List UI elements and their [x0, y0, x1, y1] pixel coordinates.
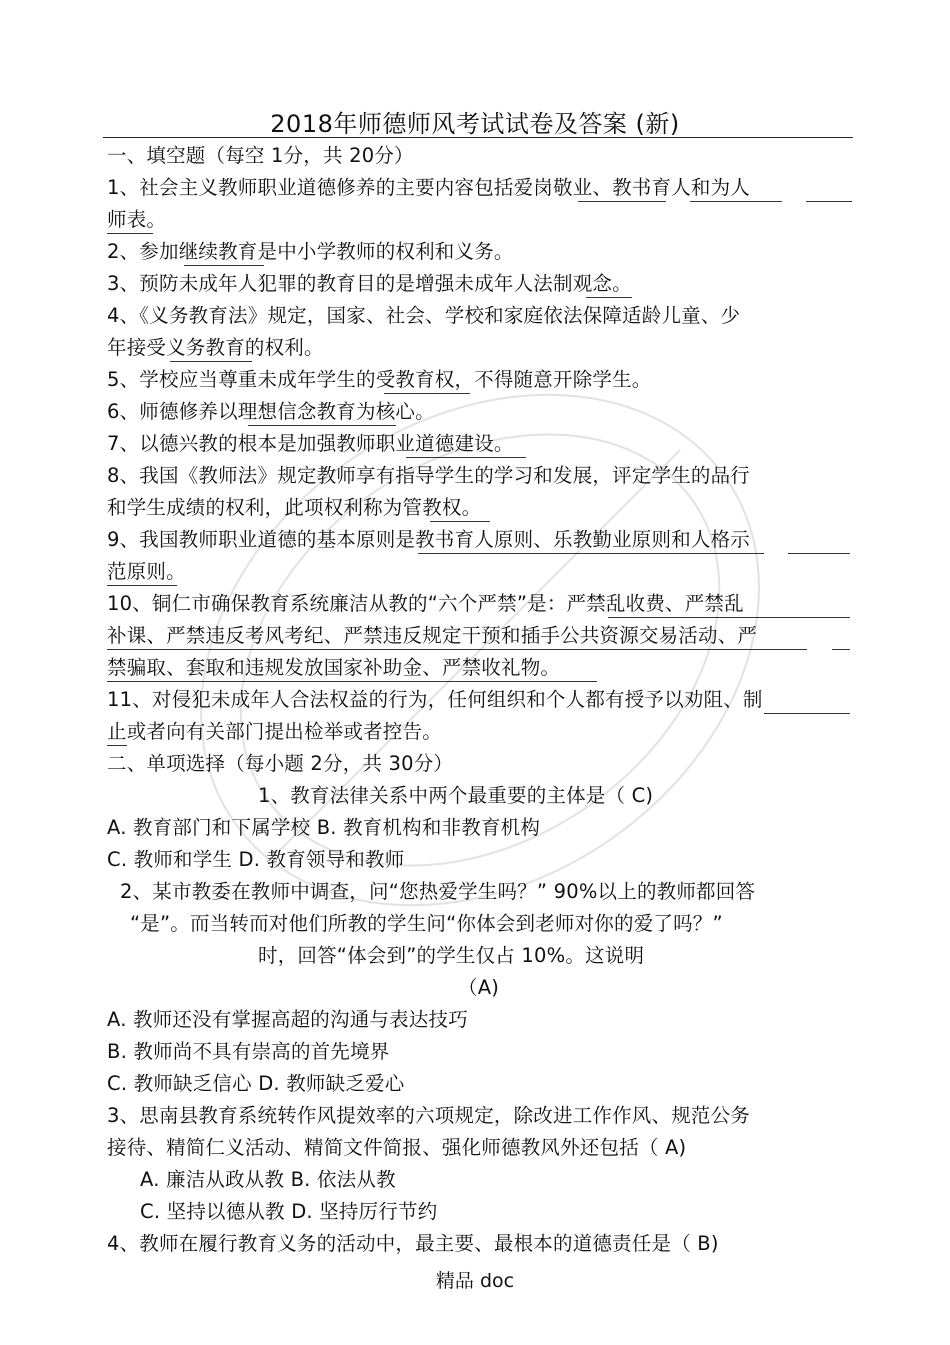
choice-line-2: A. 教育部门和下属学校 B. 教育机构和非教育机构 [107, 816, 541, 839]
choice-line-5: “是”。而当转而对他们所教的学生问“你体会到老师对你的爱了吗？” [130, 912, 723, 935]
answer-underline [107, 745, 127, 746]
page-footer: 精品 doc [435, 1270, 515, 1292]
section2-heading: 二、单项选择（每小题 2分，共 30分） [107, 752, 454, 775]
answer-underline [578, 201, 666, 202]
fill-line-4: 3、预防未成年人犯罪的教育目的是增强未成年人法制观念。 [107, 272, 632, 295]
fill-line-12: 9、我国教师职业道德的基本原则是教书育人原则、乐教勤业原则和人格示 [107, 528, 751, 551]
fill-line-11: 和学生成绩的权利，此项权利称为管教权。 [107, 496, 482, 519]
fill-line-1: 1、社会主义教师职业道德修养的主要内容包括爱岗敬业、教书育人和为人 [107, 176, 751, 199]
fill-line-6: 年接受义务教育的权利。 [107, 336, 324, 359]
fill-line-5: 4、《义务教育法》规定，国家、社会、学校和家庭依法保障适龄儿童、少 [107, 304, 741, 327]
choice-line-11: 3、思南县教育系统转作风提效率的六项规定，除改进工作作风、规范公务 [107, 1104, 751, 1127]
answer-underline [764, 713, 850, 714]
section1-heading: 一、填空题（每空 1分，共 20分） [107, 144, 414, 167]
choice-line-9: B. 教师尚不具有崇高的首先境界 [107, 1040, 390, 1063]
answer-blank [806, 201, 852, 202]
answer-underline [406, 457, 526, 458]
choice-line-4: 2、某市教委在教师中调查，问“您热爱学生吗？” 90%以上的教师都回答 [120, 880, 756, 903]
answer-blank [788, 553, 850, 554]
page-title: 2018年师德师风考试试卷及答案 (新) [270, 110, 680, 138]
answer-underline [418, 553, 598, 554]
choice-line-12: 接待、精简仁义活动、精简文件简报、强化师德教风外还包括（ A) [107, 1136, 687, 1159]
answer-underline [107, 233, 153, 234]
answer-underline [107, 649, 807, 650]
answer-underline [184, 265, 264, 266]
choice-line-10: C. 教师缺乏信心 D. 教师缺乏爱心 [107, 1072, 405, 1095]
answer-underline [598, 553, 764, 554]
title-rule [103, 137, 853, 138]
answer-underline [384, 393, 470, 394]
watermark-stamp [160, 330, 800, 970]
answer-underline [107, 585, 177, 586]
fill-line-7: 5、学校应当尊重未成年学生的受教育权，不得随意开除学生。 [107, 368, 652, 391]
choice-line-13: A. 廉洁从政从教 B. 依法从教 [140, 1168, 396, 1191]
answer-underline [430, 521, 490, 522]
choice-line-14: C. 坚持以德从教 D. 坚持厉行节约 [140, 1200, 438, 1223]
fill-line-18: 止或者向有关部门提出检举或者控告。 [107, 720, 442, 743]
choice-line-6: 时，回答“体会到”的学生仅占 10%。这说明 [258, 944, 645, 967]
answer-underline [107, 681, 597, 682]
fill-line-3: 2、参加继续教育是中小学教师的权利和义务。 [107, 240, 514, 263]
answer-underline [608, 617, 850, 618]
fill-line-16: 禁骗取、套取和违规发放国家补助金、严禁收礼物。 [107, 656, 561, 679]
fill-line-17: 11、对侵犯未成年人合法权益的行为，任何组织和个人都有授予以劝阻、制 [107, 688, 763, 711]
answer-underline [586, 297, 632, 298]
fill-line-2: 师表。 [107, 208, 167, 231]
fill-line-9: 7、以德兴教的根本是加强教师职业道德建设。 [107, 432, 514, 455]
answer-blank [832, 649, 850, 650]
choice-line-1: 1、教育法律关系中两个最重要的主体是（ C) [258, 784, 654, 807]
answer-underline [248, 425, 396, 426]
fill-line-8: 6、师德修养以理想信念教育为核心。 [107, 400, 435, 423]
fill-line-14: 10、铜仁市确保教育系统廉洁从教的“六个严禁”是：严禁乱收费、严禁乱 [107, 592, 744, 615]
fill-line-10: 8、我国《教师法》规定教师享有指导学生的学习和发展，评定学生的品行 [107, 464, 751, 487]
answer-underline [690, 201, 782, 202]
choice-line-15: 4、教师在履行教育义务的活动中，最主要、最根本的道德责任是（ B) [107, 1232, 719, 1255]
fill-line-15: 补课、严禁违反考风考纪、严禁违反规定干预和插手公共资源交易活动、严 [107, 624, 758, 647]
choice-line-3: C. 教师和学生 D. 教育领导和教师 [107, 848, 405, 871]
choice-line-8: A. 教师还没有掌握高超的沟通与表达技巧 [107, 1008, 468, 1031]
choice-line-7: （A) [458, 976, 500, 999]
fill-line-13: 范原则。 [107, 560, 186, 583]
answer-underline [170, 361, 252, 362]
